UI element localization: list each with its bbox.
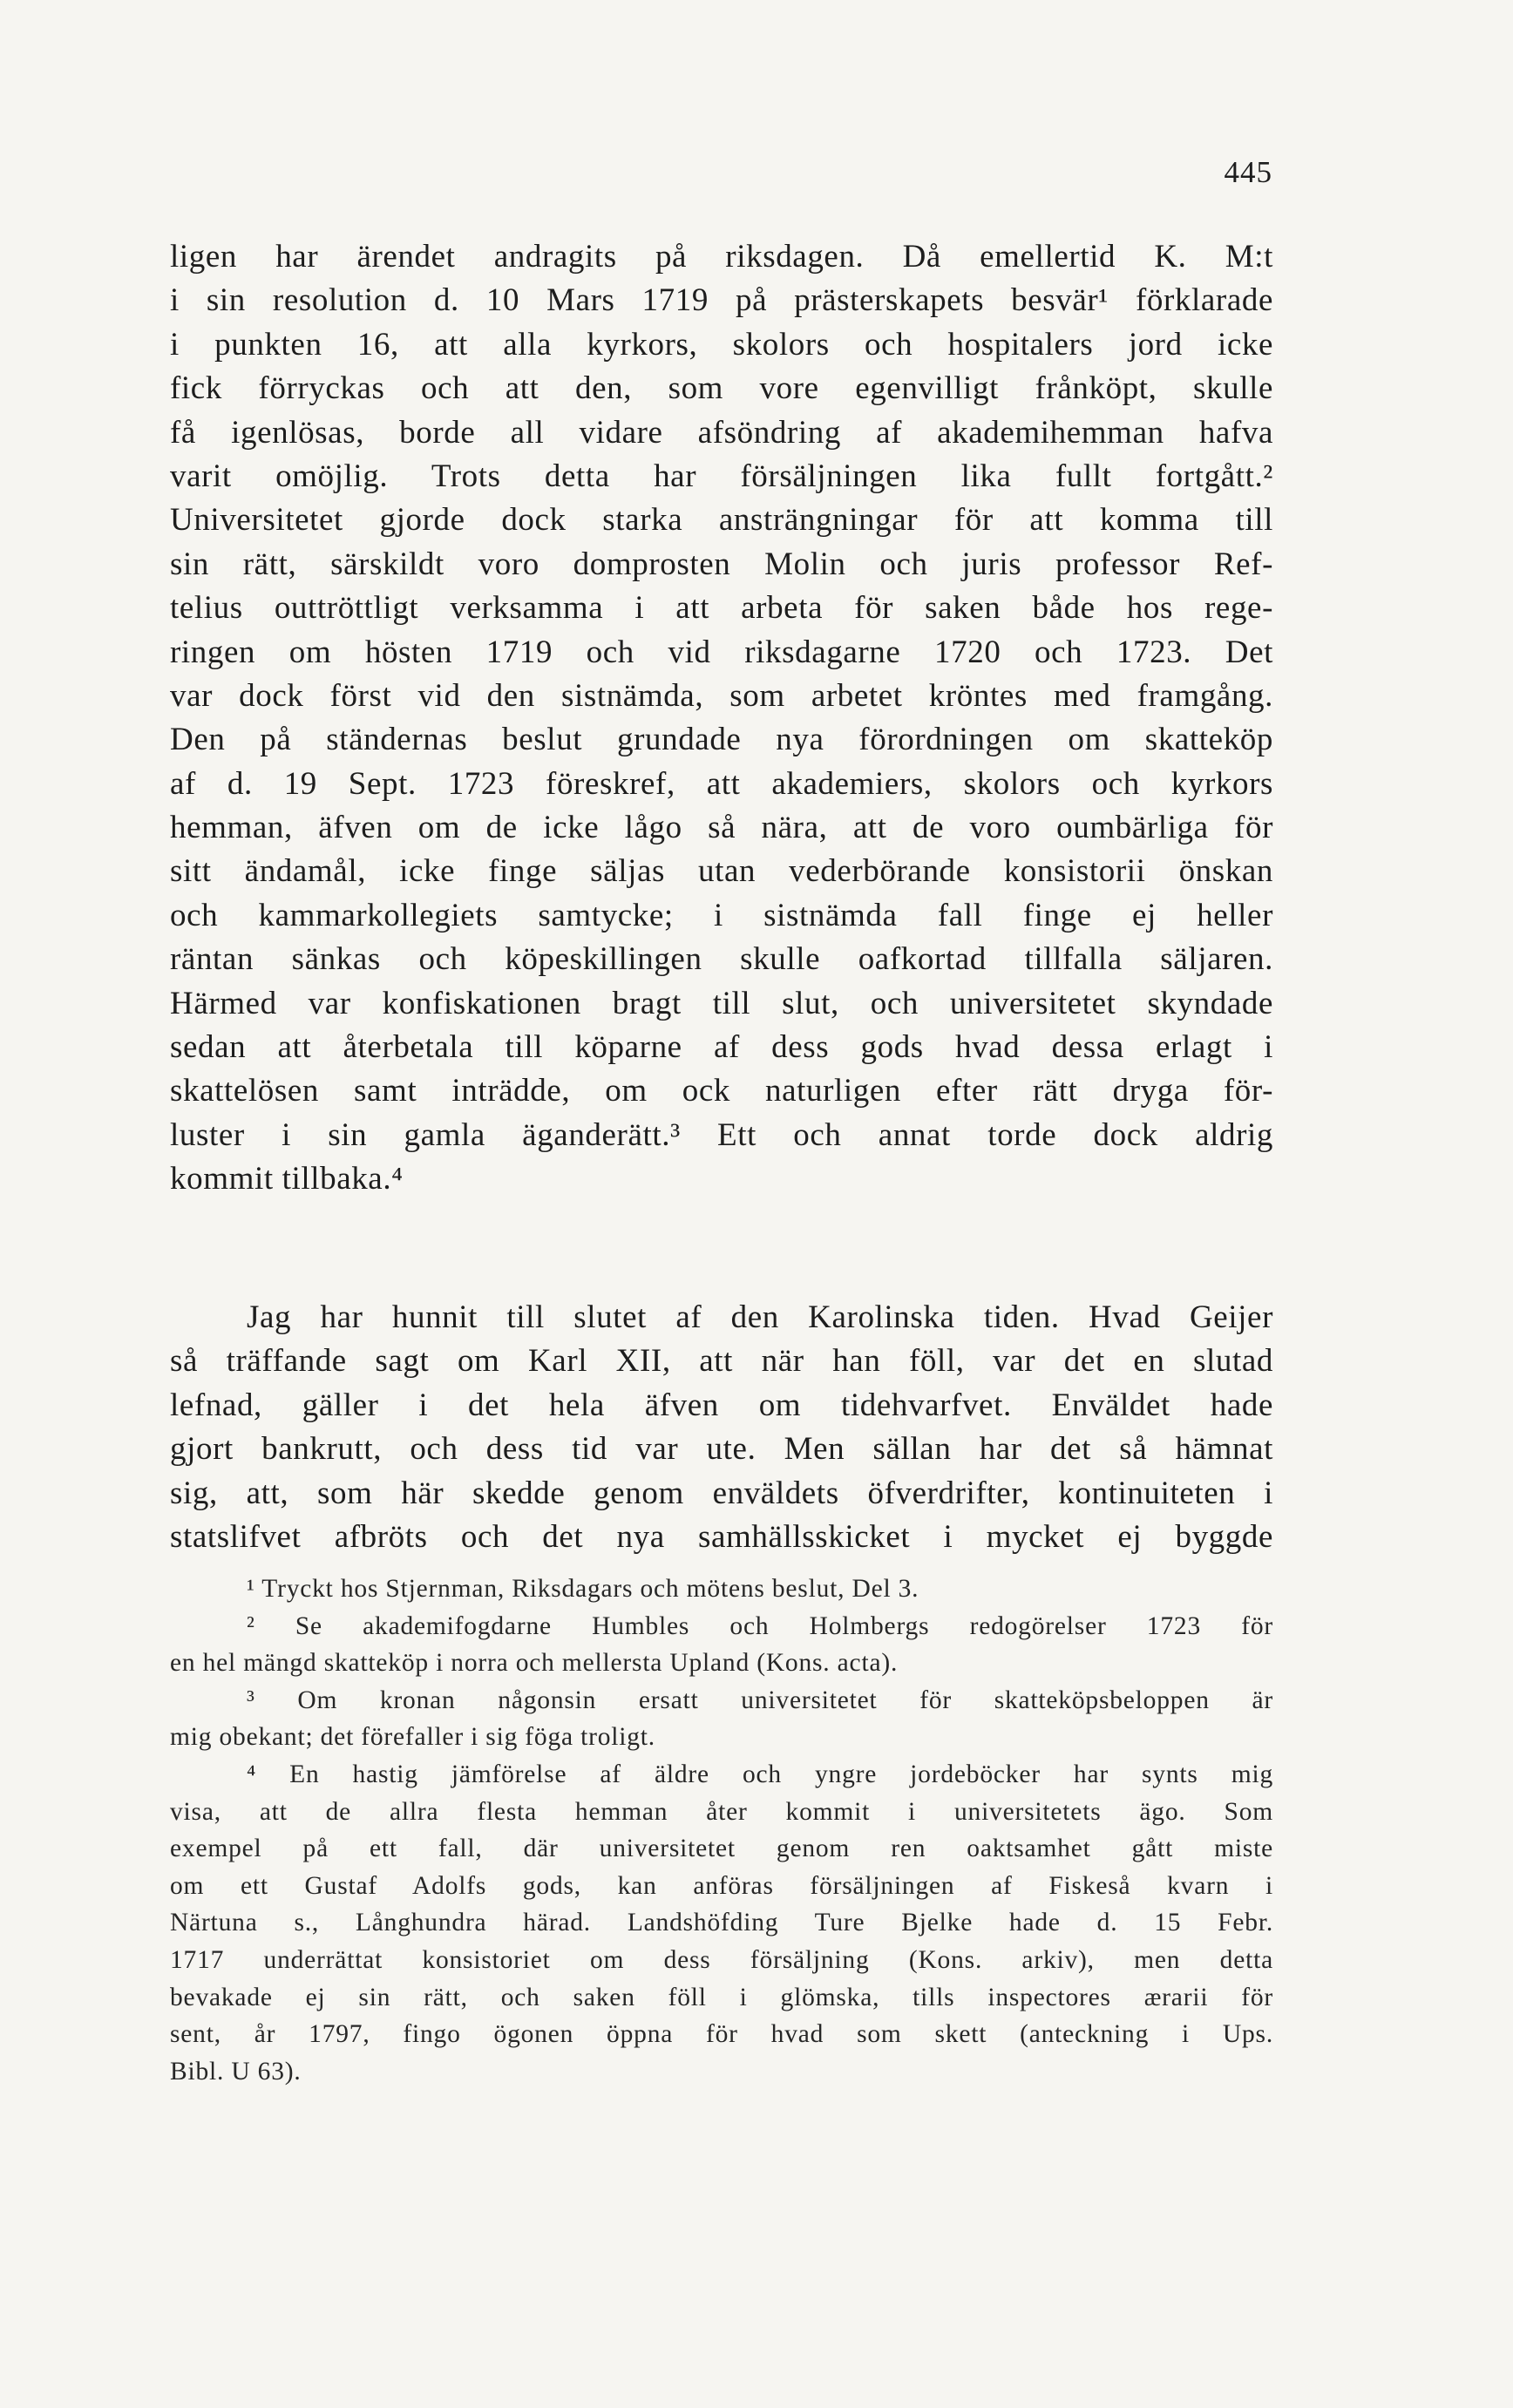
- text-line: och kammarkollegiets samtycke; i sistnämda fall finge ej heller: [170, 897, 1273, 933]
- text-line: sin rätt, särskildt voro domprosten Molin och juris professor Ref-: [170, 546, 1273, 582]
- footnote-line: ¹ Tryckt hos Stjernman, Riksdagars och mötens beslut, Del 3.: [247, 1575, 919, 1603]
- text-line: i sin resolution d. 10 Mars 1719 på prästerskapets besvär¹ förklarade: [170, 282, 1273, 319]
- footnote-line: mig obekant; det förefaller i sig föga troligt.: [170, 1723, 655, 1752]
- text-line: lefnad, gäller i det hela äfven om tidehvarfvet. Enväldet hade: [170, 1387, 1273, 1423]
- footnote-line: visa, att de allra flesta hemman åter kommit i universitetets ägo. Som: [170, 1797, 1273, 1826]
- page-number: 445: [1224, 155, 1272, 189]
- text-line: kommit tillbaka.⁴: [170, 1161, 404, 1197]
- text-line: sitt ändamål, icke finge säljas utan vederbörande konsistorii önskan: [170, 853, 1273, 890]
- footnote-line: 1717 underrättat konsistoriet om dess försäljning (Kons. arkiv), men detta: [170, 1945, 1273, 1974]
- paragraph-legal-history: [170, 235, 1273, 1202]
- footnote-line: ³ Om kronan någonsin ersatt universitetet för skatteköpsbeloppen är: [247, 1686, 1273, 1714]
- text-line: i punkten 16, att alla kyrkors, skolors och hospitalers jord icke: [170, 326, 1273, 363]
- text-line: gjort bankrutt, och dess tid var ute. Men sällan har det så hämnat: [170, 1431, 1273, 1468]
- text-line: Universitetet gjorde dock starka ansträngningar för att komma till: [170, 502, 1273, 539]
- footnote-line: en hel mängd skatteköp i norra och mellersta Upland (Kons. acta).: [170, 1649, 899, 1678]
- text-line: luster i sin gamla äganderätt.³ Ett och annat torde dock aldrig: [170, 1116, 1273, 1153]
- footnote-line: Bibl. U 63).: [170, 2057, 302, 2086]
- text-line: af d. 19 Sept. 1723 föreskref, att akademiers, skolors och kyrkors: [170, 765, 1273, 802]
- text-line: telius outtröttligt verksamma i att arbeta för saken både hos rege-: [170, 590, 1273, 627]
- footnote-line: bevakade ej sin rätt, och saken föll i glömska, tills inspectores ærarii för: [170, 1983, 1273, 2011]
- text-line: få igenlösas, borde all vidare afsöndring af akademihemman hafva: [170, 414, 1273, 451]
- text-line: skattelösen samt inträdde, om ock naturligen efter rätt dryga för-: [170, 1073, 1273, 1109]
- footnote-line: ⁴ En hastig jämförelse af äldre och yngre jordeböcker har synts mig: [247, 1760, 1273, 1788]
- paragraph-karolinska-tiden: [170, 1296, 1273, 1559]
- footnote-line: sent, år 1797, fingo ögonen öppna för hvad som skett (anteckning i Ups.: [170, 2020, 1273, 2049]
- text-line: fick förryckas och att den, som vore egenvilligt frånköpt, skulle: [170, 370, 1273, 407]
- text-line: ringen om hösten 1719 och vid riksdagarne 1720 och 1723. Det: [170, 634, 1273, 670]
- footnote-line: ² Se akademifogdarne Humbles och Holmbergs redogörelser 1723 för: [247, 1611, 1273, 1640]
- text-line: räntan sänkas och köpeskillingen skulle oafkortad tillfalla säljaren.: [170, 941, 1273, 978]
- text-line: Jag har hunnit till slutet af den Karolinska tiden. Hvad Geijer: [247, 1299, 1273, 1335]
- footnote-line: om ett Gustaf Adolfs gods, kan anföras försäljningen af Fiskeså kvarn i: [170, 1871, 1273, 1900]
- footnotes: [170, 1570, 1273, 2090]
- text-line: statslifvet afbröts och det nya samhällsskicket i mycket ej byggde: [170, 1518, 1273, 1555]
- text-line: var dock först vid den sistnämda, som arbetet kröntes med framgång.: [170, 677, 1273, 714]
- text-line: hemman, äfven om de icke lågo så nära, att de voro oumbärliga för: [170, 810, 1273, 846]
- text-line: varit omöjlig. Trots detta har försäljningen lika fullt fortgått.²: [170, 458, 1273, 494]
- text-line: Den på ständernas beslut grundade nya förordningen om skatteköp: [170, 722, 1273, 758]
- footnote-line: Närtuna s., Långhundra härad. Landshöfding Ture Bjelke hade d. 15 Febr.: [170, 1909, 1273, 1937]
- text-line: sig, att, som här skedde genom enväldets öfverdrifter, kontinuiteten i: [170, 1475, 1273, 1511]
- footnote-line: exempel på ett fall, där universitetet genom ren oaktsamhet gått miste: [170, 1835, 1273, 1863]
- text-line: Härmed var konfiskationen bragt till slut, och universitetet skyndade: [170, 985, 1273, 1021]
- text-line: sedan att återbetala till köparne af dess gods hvad dessa erlagt i: [170, 1029, 1273, 1066]
- text-line: ligen har ärendet andragits på riksdagen. Då emellertid K. M:t: [170, 239, 1273, 275]
- text-line: så träffande sagt om Karl XII, att när han föll, var det en slutad: [170, 1343, 1273, 1380]
